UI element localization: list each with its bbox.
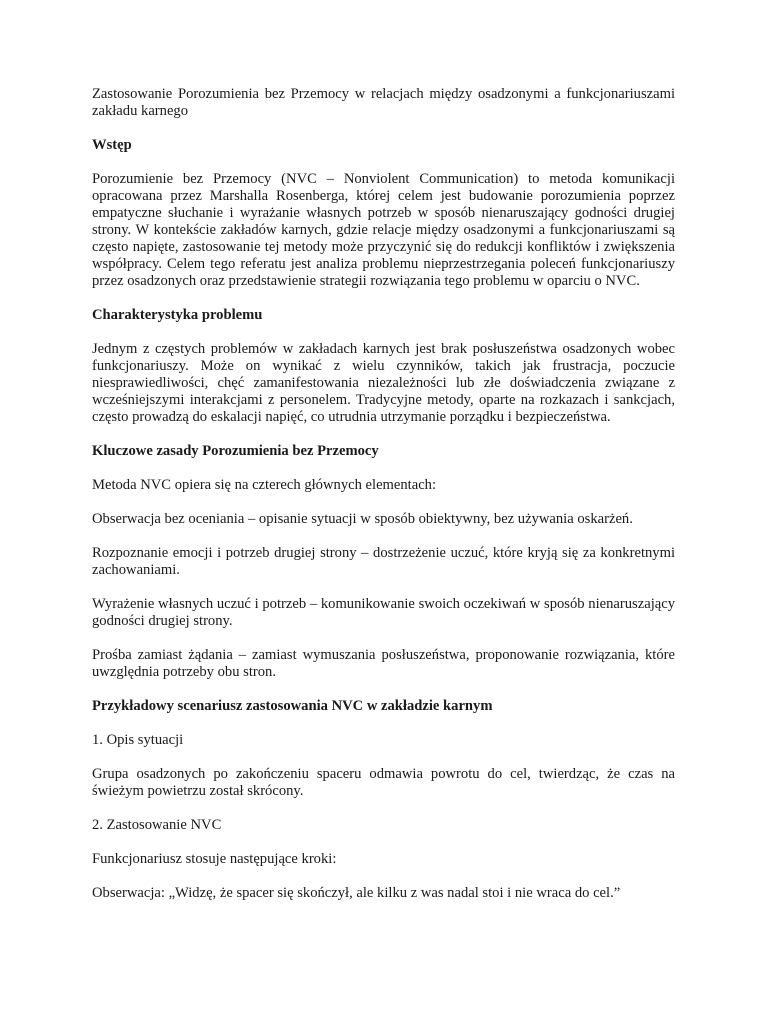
document-page xyxy=(92,86,675,919)
intro-paragraph: Porozumienie bez Przemocy (NVC – Nonviolent Communication) to metoda komunikacji opracowana przez Marshalla Rosenberga, której celem jest budowanie porozumienia poprzez empatyczne słuchanie i wyrażanie własnych potrzeb w sposób nienaruszający godności drugiej strony. W kontekście zakładów karnych, gdzie relacje między osadzonymi a funkcjonariuszami są często napięte, zastosowanie tej metody może przyczynić się do redukcji konfliktów i zwiększenia współpracy. Celem tego referatu jest analiza problemu nieprzestrzegania poleceń funkcjonariuszy przez osadzonych oraz przedstawienie strategii rozwiązania tego problemu w oparciu o NVC. xyxy=(92,171,675,289)
principle-item: Obserwacja bez oceniania – opisanie sytuacji w sposób obiektywny, bez używania oskarżeń. xyxy=(92,511,633,527)
step1-paragraph: Grupa osadzonych po zakończeniu spaceru odmawia powrotu do cel, twierdząc, że czas na świeżym powietrzu został skrócony. xyxy=(92,766,675,799)
step2-paragraph: Funkcjonariusz stosuje następujące kroki: xyxy=(92,851,337,867)
step2-label: 2. Zastosowanie NVC xyxy=(92,817,222,833)
principle-item: Rozpoznanie emocji i potrzeb drugiej strony – dostrzeżenie uczuć, które kryją się za konkretnymi zachowaniami. xyxy=(92,545,675,578)
intro-heading: Wstęp xyxy=(92,137,132,153)
principles-heading: Kluczowe zasady Porozumienia bez Przemocy xyxy=(92,443,379,459)
observation-paragraph: Obserwacja: „Widzę, że spacer się skończył, ale kilku z was nadal stoi i nie wraca do cel.” xyxy=(92,885,621,901)
principle-item: Wyrażenie własnych uczuć i potrzeb – komunikowanie swoich oczekiwań w sposób nienaruszający godności drugiej strony. xyxy=(92,596,675,629)
document-title: Zastosowanie Porozumienia bez Przemocy w relacjach między osadzonymi a funkcjonariuszami zakładu karnego xyxy=(92,86,675,119)
problem-paragraph: Jednym z częstych problemów w zakładach karnych jest brak posłuszeństwa osadzonych wobec funkcjonariuszy. Może on wynikać z wielu czynników, takich jak frustracja, poczucie niesprawiedliwości, chęć zamanifestowania niezależności lub złe doświadczenia związane z wcześniejszymi interakcjami z personelem. Tradycyjne metody, oparte na rozkazach i sankcjach, często prowadzą do eskalacji napięć, co utrudnia utrzymanie porządku i bezpieczeństwa. xyxy=(92,341,675,425)
scenario-heading: Przykładowy scenariusz zastosowania NVC w zakładzie karnym xyxy=(92,698,493,714)
problem-heading: Charakterystyka problemu xyxy=(92,307,263,323)
step1-label: 1. Opis sytuacji xyxy=(92,732,184,748)
principle-item: Prośba zamiast żądania – zamiast wymuszania posłuszeństwa, proponowanie rozwiązania, które uwzględnia potrzeby obu stron. xyxy=(92,647,675,680)
principles-intro: Metoda NVC opiera się na czterech głównych elementach: xyxy=(92,477,437,493)
